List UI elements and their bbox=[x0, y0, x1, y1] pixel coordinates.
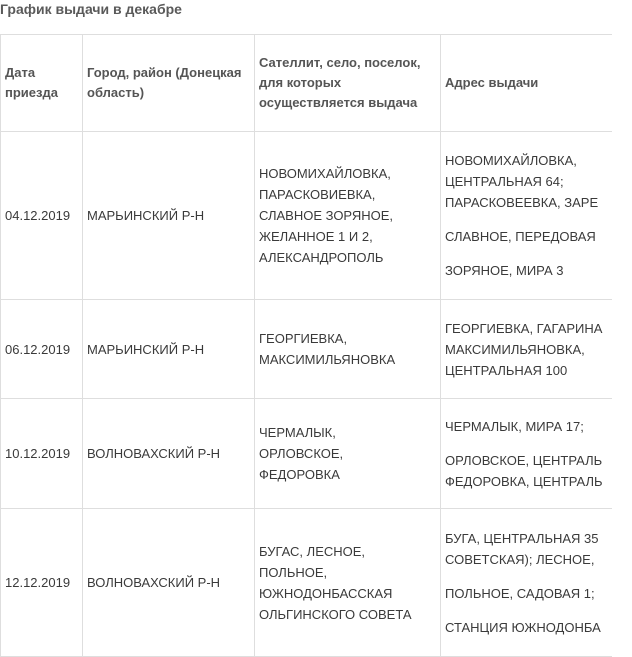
cell-date: 10.12.2019 bbox=[1, 399, 83, 509]
satellite-line: ФЕДОРОВКА bbox=[259, 467, 340, 482]
cell-satellites bbox=[255, 132, 441, 300]
address-spacer bbox=[445, 604, 612, 617]
address-line: ФЕДОРОВКА, ЦЕНТРАЛЬ bbox=[445, 473, 603, 489]
cell-addresses bbox=[441, 300, 613, 399]
address-line: ГЕОРГИЕВКА, ГАГАРИНА bbox=[445, 320, 603, 336]
address-line: СЛАВНОЕ, ПЕРЕДОВАЯ bbox=[445, 229, 596, 244]
satellite-line: ЧЕРМАЛЫК, bbox=[259, 425, 336, 440]
address-line: СОВЕТСКАЯ); ЛЕСНОЕ, bbox=[445, 551, 595, 567]
schedule-table-container bbox=[0, 34, 612, 657]
column-header-date bbox=[1, 35, 83, 132]
address-line: ЦЕНТРАЛЬНАЯ 100 bbox=[445, 362, 568, 378]
table-row bbox=[1, 399, 613, 509]
satellite-line: ЖЕЛАННОЕ 1 И 2, bbox=[259, 229, 373, 244]
table-row bbox=[1, 300, 613, 399]
satellite-line: СЛАВНОЕ ЗОРЯНОЕ, bbox=[259, 208, 393, 223]
cell-date: 06.12.2019 bbox=[1, 300, 83, 399]
address-spacer bbox=[445, 570, 612, 583]
address-line: МАКСИМИЛЬЯНОВКА, bbox=[445, 341, 585, 357]
cell-district: МАРЬИНСКИЙ Р-Н bbox=[83, 300, 255, 399]
header-line: для которых bbox=[259, 75, 342, 90]
page-title: График выдачи в декабре bbox=[0, 1, 182, 17]
satellite-line: МАКСИМИЛЬЯНОВКА bbox=[259, 352, 396, 367]
address-line: ЗОРЯНОЕ, МИРА 3 bbox=[445, 263, 564, 278]
table-row bbox=[1, 509, 613, 657]
cell-satellites bbox=[255, 300, 441, 399]
satellite-line: ОРЛОВСКОЕ, bbox=[259, 446, 344, 461]
satellite-line: АЛЕКСАНДРОПОЛЬ bbox=[259, 250, 384, 265]
cell-district: МАРЬИНСКИЙ Р-Н bbox=[83, 132, 255, 300]
address-line: ПАРАСКОВЕЕВКА, ЗАРЕ bbox=[445, 195, 599, 210]
address-line: ЦЕНТРАЛЬНАЯ 64; bbox=[445, 174, 564, 189]
satellite-line: ПОЛЬНОЕ, bbox=[259, 564, 328, 580]
header-line: Адрес выдачи bbox=[445, 75, 539, 90]
address-line: СТАНЦИЯ ЮЖНОДОНБА bbox=[445, 619, 601, 635]
satellite-line: ЮЖНОДОНБАССКАЯ bbox=[259, 585, 393, 601]
satellite-line: ГЕОРГИЕВКА, bbox=[259, 331, 348, 346]
column-header-satellite bbox=[255, 35, 441, 132]
table-header-row bbox=[1, 35, 613, 132]
address-line: ЧЕРМАЛЫК, МИРА 17; bbox=[445, 418, 584, 434]
column-header-city bbox=[83, 35, 255, 132]
cell-addresses bbox=[441, 132, 613, 300]
address-spacer bbox=[445, 247, 612, 260]
satellite-line: НОВОМИХАЙЛОВКА, bbox=[259, 166, 391, 181]
cell-addresses bbox=[441, 509, 613, 657]
header-line: приезда bbox=[5, 85, 58, 100]
header-line: осуществляется выдача bbox=[259, 95, 418, 110]
cell-district: ВОЛНОВАХСКИЙ Р-Н bbox=[83, 399, 255, 509]
cell-date: 04.12.2019 bbox=[1, 132, 83, 300]
address-line: ОРЛОВСКОЕ, ЦЕНТРАЛЬ bbox=[445, 452, 603, 468]
header-line: область) bbox=[87, 85, 145, 100]
address-line: НОВОМИХАЙЛОВКА, bbox=[445, 153, 577, 168]
address-line: ПОЛЬНОЕ, САДОВАЯ 1; bbox=[445, 585, 595, 601]
schedule-table bbox=[0, 34, 612, 657]
satellite-line: ОЛЬГИНСКОГО СОВЕТА bbox=[259, 606, 412, 622]
satellite-line: ПАРАСКОВИЕВКА, bbox=[259, 187, 376, 202]
header-line: Сателлит, село, поселок, bbox=[259, 55, 421, 70]
satellite-line: БУГАС, ЛЕСНОЕ, bbox=[259, 543, 366, 559]
cell-district: ВОЛНОВАХСКИЙ Р-Н bbox=[83, 509, 255, 657]
header-line: Город, район (Донецкая bbox=[87, 65, 242, 80]
address-spacer bbox=[445, 213, 612, 226]
header-line: Дата bbox=[5, 65, 36, 80]
cell-addresses bbox=[441, 399, 613, 509]
column-header-address bbox=[441, 35, 613, 132]
address-spacer bbox=[445, 437, 612, 450]
address-line: БУГА, ЦЕНТРАЛЬНАЯ 35 bbox=[445, 530, 599, 546]
cell-satellites bbox=[255, 399, 441, 509]
cell-satellites bbox=[255, 509, 441, 657]
table-row bbox=[1, 132, 613, 300]
cell-date: 12.12.2019 bbox=[1, 509, 83, 657]
